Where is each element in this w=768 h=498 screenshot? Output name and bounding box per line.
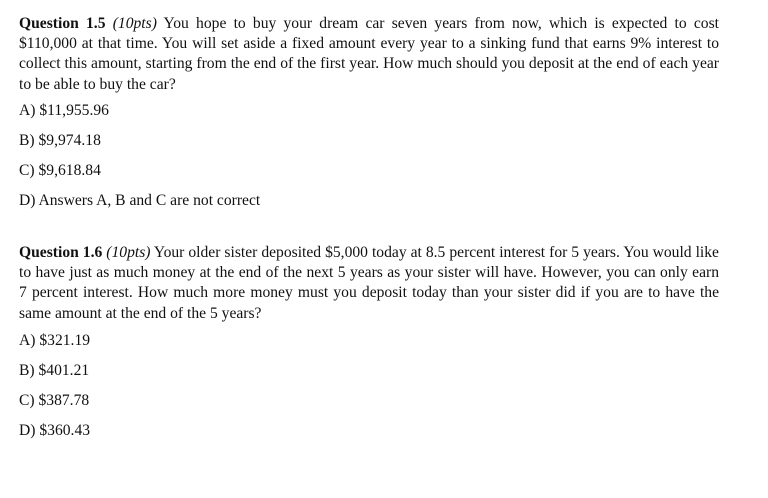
question-title: Question 1.5 [19, 15, 106, 32]
question-1-5 [19, 14, 719, 221]
question-text: You hope to buy your dream car seven years from now, which is expected to cost $110,000 at that time. You will set aside a fixed amount every year to a sinking fund that earns 9% interest to collect this amount, starting from the end of the first year. How much should you deposit at the end of each year to be able to buy the car? [19, 15, 720, 93]
question-stem [19, 14, 719, 95]
question-points: (10pts) [112, 15, 157, 32]
question-points: (10pts) [106, 244, 151, 261]
option-c[interactable]: C) $387.78 [19, 391, 90, 409]
option-b[interactable]: B) $401.21 [19, 361, 90, 379]
option-d[interactable]: D) $360.43 [19, 421, 91, 439]
option-b[interactable]: B) $9,974.18 [19, 131, 101, 149]
question-text: Your older sister deposited $5,000 today at 8.5 percent interest for 5 years. You would like to have just as much money at the end of the next 5 years as your sister will have. However, you can only earn 7 percent interest. How much more money must you deposit today than your sister did if you are to have the same amount at the end of the 5 years? [19, 244, 719, 322]
option-a[interactable]: A) $11,955.96 [19, 101, 109, 119]
option-d[interactable]: D) Answers A, B and C are not correct [19, 191, 261, 209]
question-stem [19, 243, 719, 324]
answer-options [19, 331, 719, 451]
question-1-6 [19, 243, 719, 451]
answer-options [19, 101, 719, 221]
option-c[interactable]: C) $9,618.84 [19, 161, 101, 179]
question-title: Question 1.6 [19, 244, 103, 261]
option-a[interactable]: A) $321.19 [19, 331, 91, 349]
